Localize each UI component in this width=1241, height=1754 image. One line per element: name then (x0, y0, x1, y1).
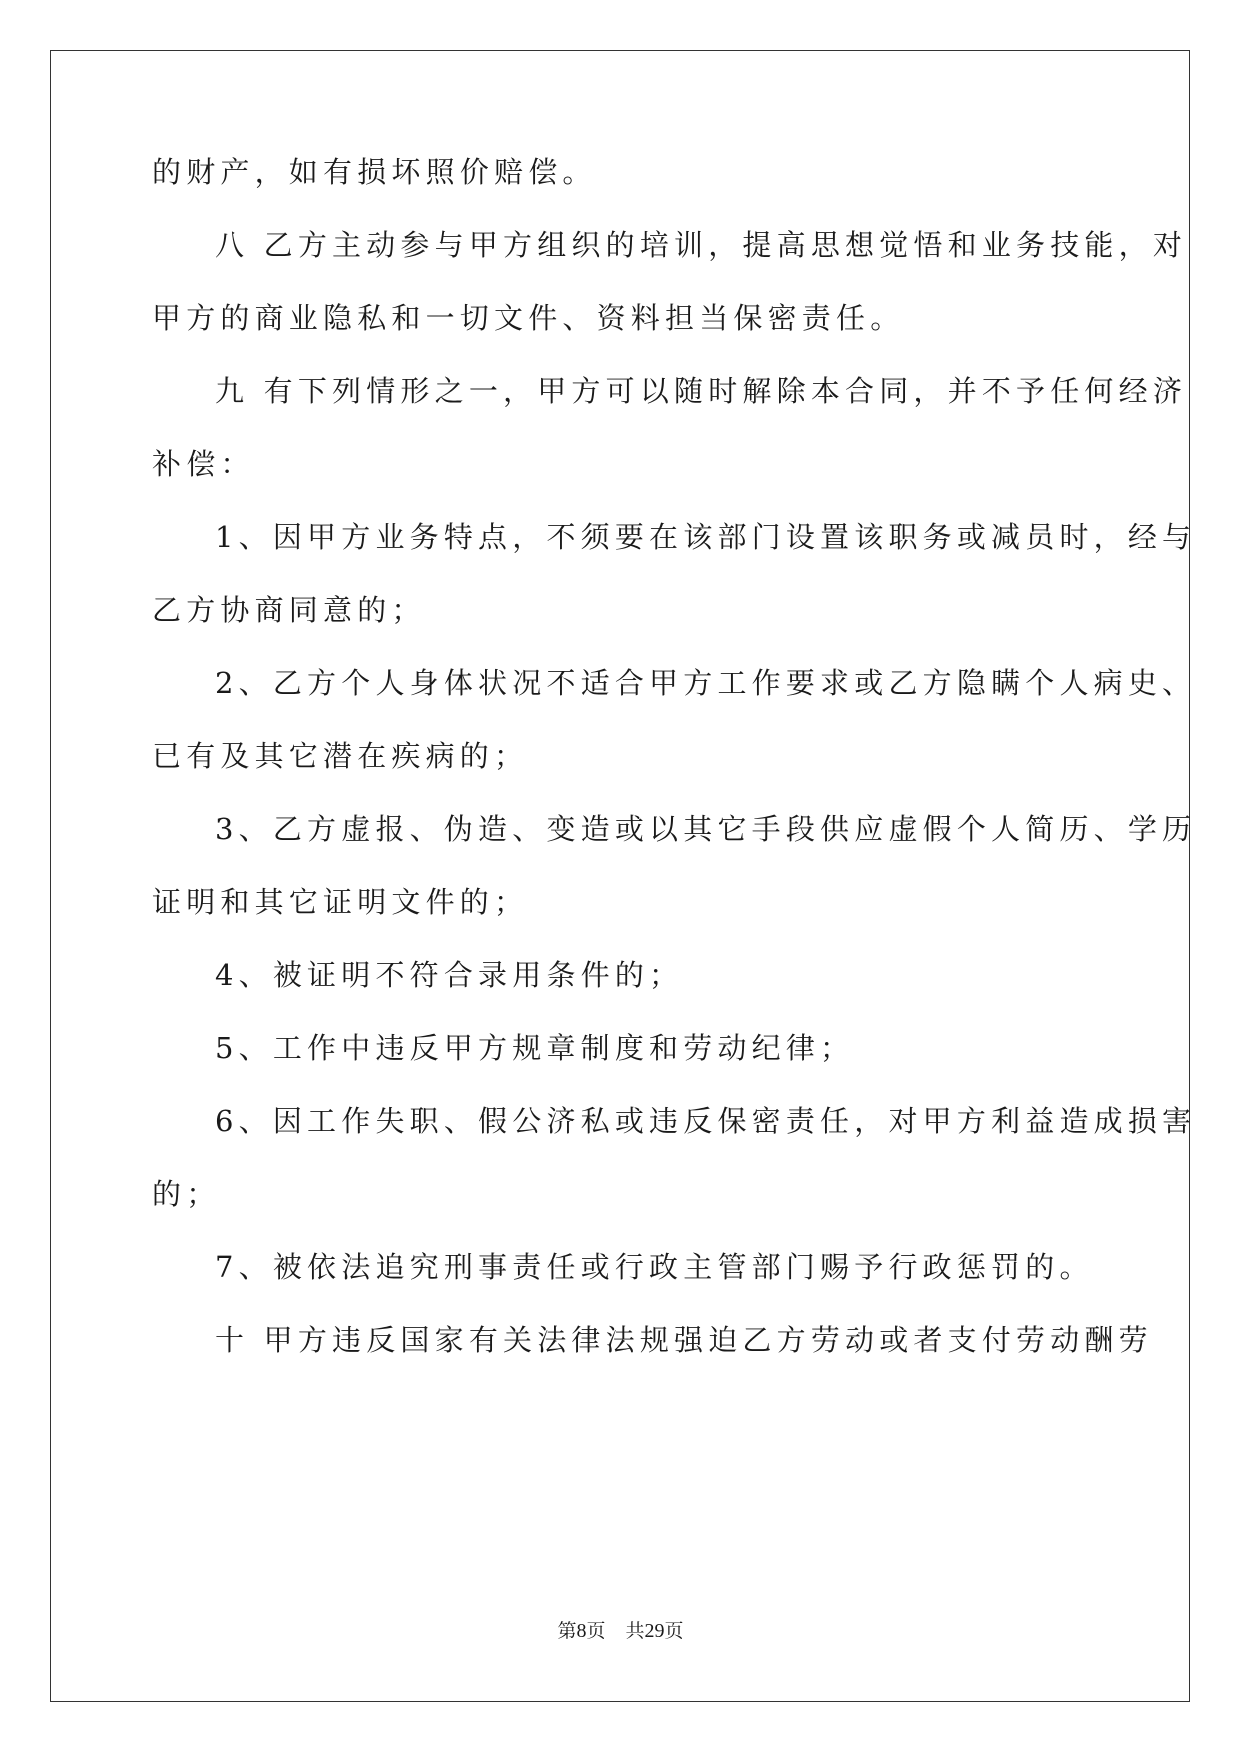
text-line: 乙方协商同意的； (152, 593, 426, 627)
total-prefix: 共 (625, 1620, 645, 1642)
total-suffix: 页 (664, 1620, 684, 1642)
text-line: 九 有下列情形之一，甲方可以随时解除本合同，并不予任何经济 (215, 374, 1188, 408)
text-line: 4、被证明不符合录用条件的； (215, 958, 684, 992)
text-line: 甲方的商业隐私和一切文件、资料担当保密责任。 (152, 301, 905, 335)
text-line: 2、乙方个人身体状况不适合甲方工作要求或乙方隐瞒个人病史、 (215, 666, 1197, 700)
text-line: 1、因甲方业务特点，不须要在该部门设置该职务或减员时，经与 (215, 520, 1197, 554)
total-pages: 29 (644, 1620, 665, 1642)
text-line: 的财产，如有损坏照价赔偿。 (152, 155, 597, 189)
page-footer (0, 1618, 1241, 1644)
text-line: 补偿： (152, 447, 255, 481)
page-prefix: 第 (557, 1620, 577, 1642)
page-suffix: 页 (586, 1620, 606, 1642)
text-line: 5、工作中违反甲方规章制度和劳动纪律； (215, 1031, 855, 1065)
text-line: 八 乙方主动参与甲方组织的培训，提高思想觉悟和业务技能，对 (215, 228, 1188, 262)
text-line: 6、因工作失职、假公济私或违反保密责任，对甲方利益造成损害 (215, 1104, 1197, 1138)
text-line: 3、乙方虚报、伪造、变造或以其它手段供应虚假个人简历、学历 (215, 812, 1197, 846)
text-line: 已有及其它潜在疾病的； (152, 739, 529, 773)
page-number: 8 (576, 1620, 587, 1642)
text-line: 7、被依法追究刑事责任或行政主管部门赐予行政惩罚的。 (215, 1250, 1094, 1284)
text-line: 的； (152, 1177, 221, 1211)
text-line: 十 甲方违反国家有关法律法规强迫乙方劳动或者支付劳动酬劳 (215, 1323, 1153, 1357)
text-line: 证明和其它证明文件的； (152, 885, 529, 919)
